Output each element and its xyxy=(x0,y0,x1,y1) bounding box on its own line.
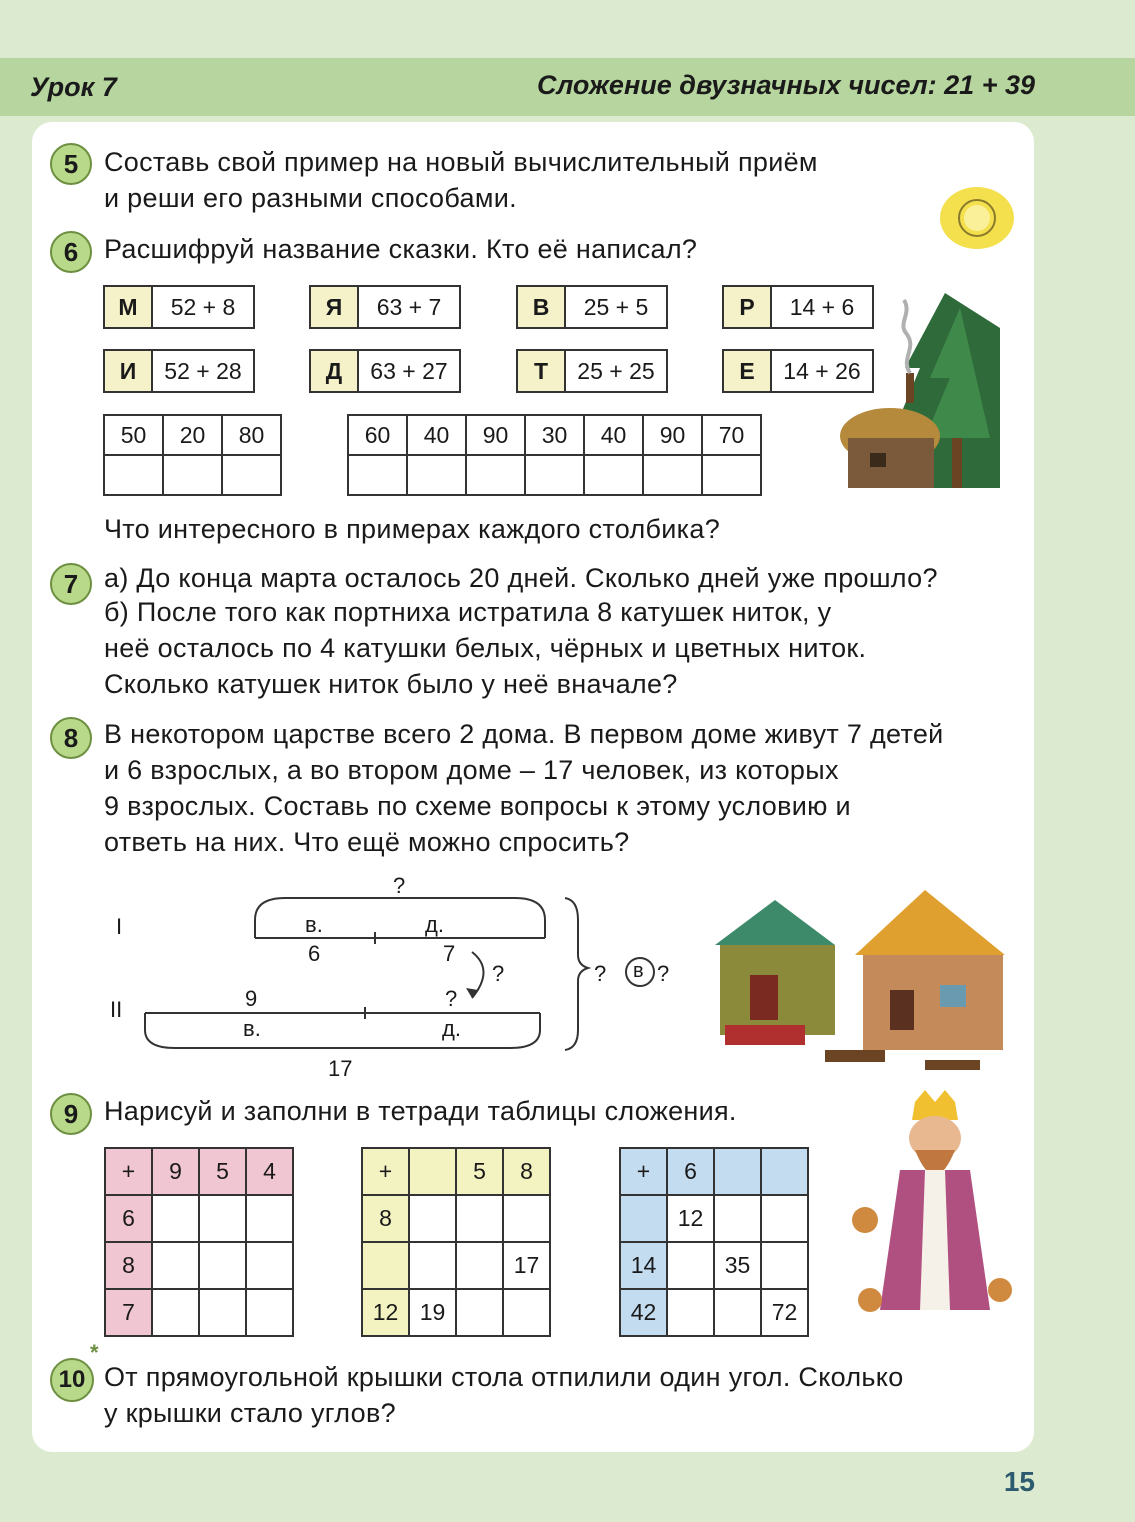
blank-cell xyxy=(702,455,761,495)
task-10-line1: От прямоугольной крышки стола отпилили один угол. Сколько xyxy=(104,1362,904,1392)
header-cell: 9 xyxy=(152,1148,199,1195)
header-cell: 6 xyxy=(667,1148,714,1195)
diagram-top-question: ? xyxy=(393,873,406,898)
code-letter: Д xyxy=(311,351,359,391)
diagram-arrow-question: ? xyxy=(492,961,505,986)
table-cell xyxy=(409,1195,456,1242)
answer-cell: 40 xyxy=(584,415,643,455)
table-cell xyxy=(152,1289,199,1336)
table-cell xyxy=(456,1195,503,1242)
table-cell xyxy=(667,1289,714,1336)
code-expression: 14 + 26 xyxy=(783,357,861,384)
table-cell xyxy=(199,1289,246,1336)
answer-cell: 80 xyxy=(222,415,281,455)
task-6-question: Что интересного в примерах каждого столбика? xyxy=(104,514,721,544)
code-box xyxy=(103,349,255,393)
header-cell xyxy=(409,1148,456,1195)
hut-illustration xyxy=(840,288,1000,503)
row-header-cell xyxy=(362,1242,409,1289)
blank-cell xyxy=(104,455,163,495)
code-expression: 63 + 27 xyxy=(370,357,448,384)
row-header-cell: 42 xyxy=(620,1289,667,1336)
task-5-number: 5 xyxy=(50,143,92,185)
code-letter: М xyxy=(105,287,153,327)
table-cell xyxy=(199,1242,246,1289)
plus-cell: + xyxy=(620,1148,667,1195)
houses-illustration xyxy=(705,885,1010,1085)
addition-table-b xyxy=(361,1147,551,1337)
header-cell xyxy=(761,1148,808,1195)
code-letter: Е xyxy=(724,351,772,391)
table-cell xyxy=(246,1289,293,1336)
table-cell: 19 xyxy=(409,1289,456,1336)
answer-table-1 xyxy=(103,414,282,496)
table-cell xyxy=(761,1195,808,1242)
code-box xyxy=(309,349,461,393)
diagram-total-question: ? xyxy=(594,961,607,986)
addition-table-a xyxy=(104,1147,294,1337)
task-7-line1: а) До конца марта осталось 20 дней. Сколько дней уже прошло? xyxy=(104,563,938,593)
table-cell xyxy=(199,1195,246,1242)
code-letter: Я xyxy=(311,287,359,327)
row-header-cell: 8 xyxy=(105,1242,152,1289)
blank-cell xyxy=(163,455,222,495)
table-cell xyxy=(409,1242,456,1289)
code-expression: 25 + 5 xyxy=(583,293,649,320)
task-10-number: 10 xyxy=(50,1358,94,1402)
diagram-value-17: 17 xyxy=(328,1056,353,1081)
answer-cell: 30 xyxy=(525,415,584,455)
blank-cell xyxy=(525,455,584,495)
table-cell: 12 xyxy=(667,1195,714,1242)
blank-cell xyxy=(222,455,281,495)
answer-cell: 20 xyxy=(163,415,222,455)
header-cell: 5 xyxy=(199,1148,246,1195)
task-8-line2: и 6 взрослых, а во втором доме – 17 человек, из которых xyxy=(104,755,839,785)
answer-table-2 xyxy=(347,414,762,496)
table-cell xyxy=(456,1289,503,1336)
page-number: 15 xyxy=(1003,1466,1035,1497)
code-letter: Т xyxy=(518,351,566,391)
table-cell: 17 xyxy=(503,1242,550,1289)
answer-cell: 90 xyxy=(643,415,702,455)
code-letter: И xyxy=(105,351,153,391)
task-8-number: 8 xyxy=(50,717,92,759)
answer-cell: 50 xyxy=(104,415,163,455)
diagram-row2-label: II xyxy=(110,997,123,1022)
table-cell xyxy=(761,1242,808,1289)
answer-cell: 70 xyxy=(702,415,761,455)
lesson-topic: Сложение двузначных чисел: 21 + 39 xyxy=(536,70,1035,100)
row-header-cell: 6 xyxy=(105,1195,152,1242)
code-expression: 52 + 8 xyxy=(170,293,236,320)
diagram-adults-bottom: в. xyxy=(243,1016,261,1041)
row-header-cell: 12 xyxy=(362,1289,409,1336)
header-cell: 8 xyxy=(503,1148,550,1195)
task-10-line2: у крышки стало углов? xyxy=(104,1398,396,1428)
task-9-text: Нарисуй и заполни в тетради таблицы сложения. xyxy=(104,1096,737,1126)
table-cell xyxy=(503,1195,550,1242)
row-header-cell: 7 xyxy=(105,1289,152,1336)
king-illustration xyxy=(840,1090,1025,1330)
diagram-row1-label: I xyxy=(116,914,123,939)
answer-cell: 90 xyxy=(466,415,525,455)
answer-cell: 40 xyxy=(407,415,466,455)
task-7-number: 7 xyxy=(50,563,92,605)
code-expression: 52 + 28 xyxy=(164,357,242,384)
diagram-circle-letter: в xyxy=(633,960,644,982)
header-cell: 5 xyxy=(456,1148,503,1195)
diagram-kids-top: д. xyxy=(425,912,444,937)
table-cell xyxy=(246,1195,293,1242)
blank-cell xyxy=(407,455,466,495)
task-7-line2: б) После того как портниха истратила 8 катушек ниток, у xyxy=(104,597,832,627)
blank-cell xyxy=(584,455,643,495)
table-cell xyxy=(456,1242,503,1289)
code-expression: 25 + 25 xyxy=(577,357,655,384)
table-cell xyxy=(152,1195,199,1242)
addition-table-c xyxy=(619,1147,809,1337)
task-8-line1: В некотором царстве всего 2 дома. В первом доме живут 7 детей xyxy=(104,719,944,749)
task-5-line2: и реши его разными способами. xyxy=(104,183,517,213)
code-box xyxy=(516,349,668,393)
table-cell xyxy=(714,1289,761,1336)
plus-cell: + xyxy=(105,1148,152,1195)
task-5-line1: Составь свой пример на новый вычислительный приём xyxy=(104,147,818,177)
answer-cell: 60 xyxy=(348,415,407,455)
sun-icon xyxy=(938,185,1016,251)
header-cell xyxy=(714,1148,761,1195)
table-cell xyxy=(246,1242,293,1289)
task-7-line4: Сколько катушек ниток было у неё вначале? xyxy=(104,669,678,699)
table-cell xyxy=(152,1242,199,1289)
code-expression: 14 + 6 xyxy=(789,293,855,320)
lesson-label: Урок 7 xyxy=(30,72,117,102)
diagram-value-9: 9 xyxy=(245,986,258,1011)
diagram-kids-bottom: д. xyxy=(442,1016,461,1041)
code-box xyxy=(516,285,668,329)
code-letter: Р xyxy=(724,287,772,327)
table-cell xyxy=(503,1289,550,1336)
plus-cell: + xyxy=(362,1148,409,1195)
task-7-line3: неё осталось по 4 катушки белых, чёрных и цветных ниток. xyxy=(104,633,867,663)
table-cell: 72 xyxy=(761,1289,808,1336)
task-9-number: 9 xyxy=(50,1093,92,1135)
code-letter: В xyxy=(518,287,566,327)
blank-cell xyxy=(348,455,407,495)
blank-cell xyxy=(643,455,702,495)
diagram-circle-question: ? xyxy=(657,961,670,986)
table-cell xyxy=(667,1242,714,1289)
header-cell: 4 xyxy=(246,1148,293,1195)
diagram-value-7: 7 xyxy=(443,941,456,966)
segment-diagram xyxy=(100,870,700,1085)
code-box xyxy=(103,285,255,329)
code-box xyxy=(309,285,461,329)
task-10-star: * xyxy=(90,1340,99,1365)
row-header-cell: 8 xyxy=(362,1195,409,1242)
task-6-number: 6 xyxy=(50,231,92,273)
row-header-cell xyxy=(620,1195,667,1242)
diagram-mid-question: ? xyxy=(445,986,458,1011)
task-6-text: Расшифруй название сказки. Кто её написал? xyxy=(104,234,698,264)
diagram-value-6: 6 xyxy=(308,941,321,966)
table-cell: 35 xyxy=(714,1242,761,1289)
blank-cell xyxy=(466,455,525,495)
task-8-line4: ответь на них. Что ещё можно спросить? xyxy=(104,827,630,857)
task-8-line3: 9 взрослых. Составь по схеме вопросы к этому условию и xyxy=(104,791,851,821)
table-cell xyxy=(714,1195,761,1242)
row-header-cell: 14 xyxy=(620,1242,667,1289)
code-expression: 63 + 7 xyxy=(376,293,442,320)
diagram-adults-top: в. xyxy=(305,912,323,937)
